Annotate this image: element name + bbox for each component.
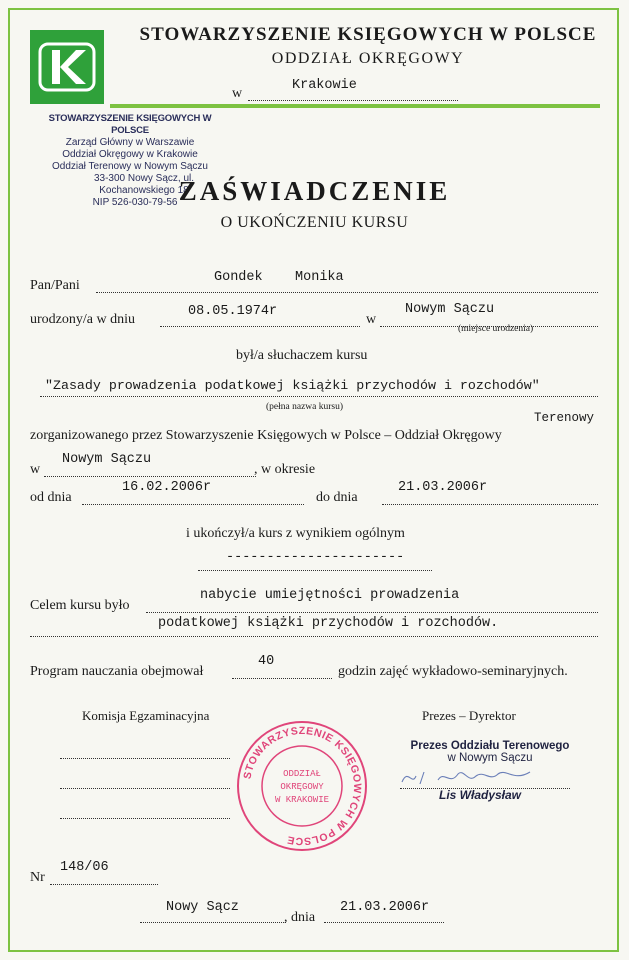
document-subtitle: O UKOŃCZENIU KURSU	[220, 214, 409, 231]
listener-text: był/a słuchaczem kursu	[236, 348, 368, 363]
director-name: Lis Władysław	[438, 788, 522, 802]
born-label: urodzony/a w dniu	[30, 312, 135, 327]
terenowy-insert: Terenowy	[534, 411, 595, 425]
goal-dotline-2	[30, 636, 598, 637]
goal-line-1: nabycie umiejętności prowadzenia	[200, 588, 460, 603]
director-stamp	[400, 740, 580, 764]
seal-center-3: W KRAKOWIE	[274, 795, 330, 805]
result-value: ----------------------	[226, 550, 405, 565]
hours-dotline	[232, 678, 332, 679]
issue-place: Nowy Sącz	[166, 900, 239, 915]
document-title: ZAŚWIADCZENIE	[178, 176, 451, 206]
seal-center-1: ODDZIAŁ	[283, 769, 321, 779]
org-stamp-line4: Oddział Terenowy w Nowym Sączu	[52, 161, 208, 172]
nr-label: Nr	[30, 870, 45, 885]
director-label: Prezes – Dyrektor	[422, 708, 516, 723]
director-stamp-line2: w Nowym Sączu	[447, 752, 533, 764]
from-date: 16.02.2006r	[122, 480, 212, 495]
organized-text: zorganizowanego przez Stowarzyszenie Księgowych w Polsce – Oddział Okręgowy	[30, 428, 502, 443]
hours-value: 40	[258, 654, 275, 669]
city-dotline	[248, 100, 458, 101]
course-caption: (pełna nazwa kursu)	[266, 402, 344, 412]
birth-place: Nowym Sączu	[405, 302, 495, 317]
org-stamp-line2: Zarząd Główny w Warszawie	[65, 137, 195, 148]
to-dotline	[382, 504, 598, 505]
sk-logo-mark	[38, 38, 96, 96]
name-label: Pan/Pani	[30, 278, 80, 293]
commission-sig-line-2	[60, 788, 230, 789]
course-city-in-label: w	[30, 462, 41, 477]
place-dotline	[140, 922, 286, 923]
city-value: Krakowie	[292, 78, 357, 93]
director-stamp-line1: Prezes Oddziału Terenowego	[410, 740, 570, 752]
org-name: STOWARZYSZENIE KSIĘGOWYCH W POLSCE	[139, 24, 597, 45]
course-city: Nowym Sączu	[62, 452, 152, 467]
course-name: "Zasady prowadzenia podatkowej książki przychodów i rozchodów"	[45, 378, 540, 393]
course-dotline	[40, 396, 598, 397]
city-in-label: w	[232, 86, 243, 101]
birth-place-caption: (miejsce urodzenia)	[458, 324, 534, 334]
birth-date-dotline	[160, 326, 360, 327]
issue-date-dotline	[324, 922, 444, 923]
holder-name: Gondek Monika	[214, 270, 344, 285]
issue-date: 21.03.2006r	[340, 900, 430, 915]
result-dotline	[198, 570, 432, 571]
hours-suffix: godzin zajęć wykładowo-seminaryjnych.	[338, 664, 568, 679]
seal-center-2: OKRĘGOWY	[280, 782, 324, 792]
branch-name: ODDZIAŁ OKRĘGOWY	[271, 50, 465, 67]
program-label: Program nauczania obejmował	[30, 664, 204, 679]
birth-date: 08.05.1974r	[188, 304, 278, 319]
goal-dotline-1	[146, 612, 598, 613]
result-text: i ukończył/a kurs z wynikiem ogólnym	[186, 526, 405, 541]
commission-sig-line-3	[60, 818, 230, 819]
birth-in-label: w	[366, 312, 377, 327]
to-label: do dnia	[316, 490, 358, 505]
org-stamp-line6: NIP 526-030-79-56	[92, 197, 178, 208]
period-label: , w okresie	[254, 462, 316, 477]
director-signature	[398, 764, 538, 790]
name-dotline	[96, 292, 598, 293]
seal-ring-text: STOWARZYSZENIE KSIĘGOWYCH W POLSCE	[241, 724, 364, 848]
commission-sig-line-1	[60, 758, 230, 759]
course-city-dotline	[44, 476, 256, 477]
to-date: 21.03.2006r	[398, 480, 488, 495]
nr-dotline	[50, 884, 158, 885]
sk-logo-icon	[30, 30, 104, 104]
commission-label: Komisja Egzaminacyjna	[82, 708, 210, 723]
nr-value: 148/06	[60, 860, 109, 875]
from-dotline	[82, 504, 304, 505]
org-stamp-line1: STOWARZYSZENIE KSIĘGOWYCH W POLSCE	[48, 113, 212, 136]
header-underline	[110, 104, 600, 108]
goal-label: Celem kursu było	[30, 598, 130, 613]
org-stamp-line5: 33-300 Nowy Sącz, ul. Kochanowskiego 18	[93, 173, 195, 196]
goal-line-2: podatkowej książki przychodów i rozchodów.	[158, 616, 499, 631]
org-stamp-line3: Oddział Okręgowy w Krakowie	[62, 149, 198, 160]
from-label: od dnia	[30, 490, 72, 505]
issue-date-label: , dnia	[284, 910, 316, 925]
official-seal	[234, 718, 370, 854]
